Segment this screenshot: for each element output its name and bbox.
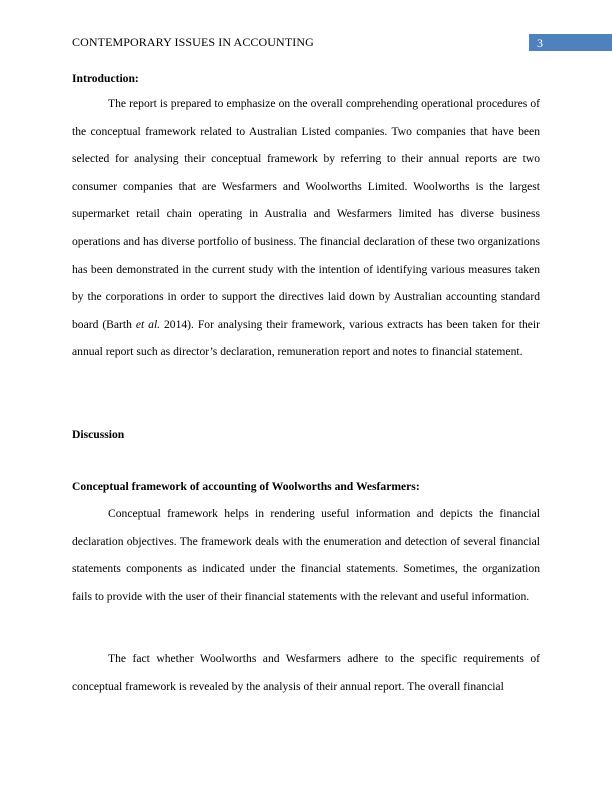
page-number: 3 xyxy=(537,36,543,50)
introduction-text-part-1: The report is prepared to emphasize on the overall comprehending operational procedures of the conceptual framework related to Australian Listed companies. Two companies that have been selected for analysing their conceptual framework by referring to their annual reports are two consumer companies that are Wesfarmers and Woolworths Limited. Woolworths is the largest supermarket retail chain operating in Australia and Wesfarmers limited has diverse business operations and has diverse portfolio of business. The financial declaration of these two organizations has been demonstrated in the current study with the intention of identifying various measures taken by the corporations in order to support the directives laid down by Australian accounting standard board (Barth xyxy=(72,97,540,331)
discussion-heading: Discussion xyxy=(72,428,125,441)
citation-et-al: et al. xyxy=(135,317,161,331)
page-number-badge xyxy=(529,34,612,51)
conceptual-framework-paragraph-2: The fact whether Woolworths and Wesfarmers adhere to the specific requirements of conceptual framework is revealed by the analysis of their annual report. The overall financial xyxy=(72,652,540,693)
conceptual-framework-heading: Conceptual framework of accounting of Woolworths and Wesfarmers: xyxy=(72,480,420,493)
introduction-text-part-2: 2014). For analysing their framework, various extracts has been taken for their annual report such as director’s declaration, remuneration report and notes to financial statement. xyxy=(72,317,540,359)
conceptual-framework-paragraph-1: Conceptual framework helps in rendering useful information and depicts the financial declaration objectives. The framework deals with the enumeration and detection of several financial statements components as indicated under the financial statements. Sometimes, the organization fails to provide with the user of their financial statements with the relevant and useful information. xyxy=(72,507,540,603)
introduction-paragraph xyxy=(72,90,540,366)
introduction-heading: Introduction: xyxy=(72,72,139,85)
running-header-title: CONTEMPORARY ISSUES IN ACCOUNTING xyxy=(72,35,314,49)
